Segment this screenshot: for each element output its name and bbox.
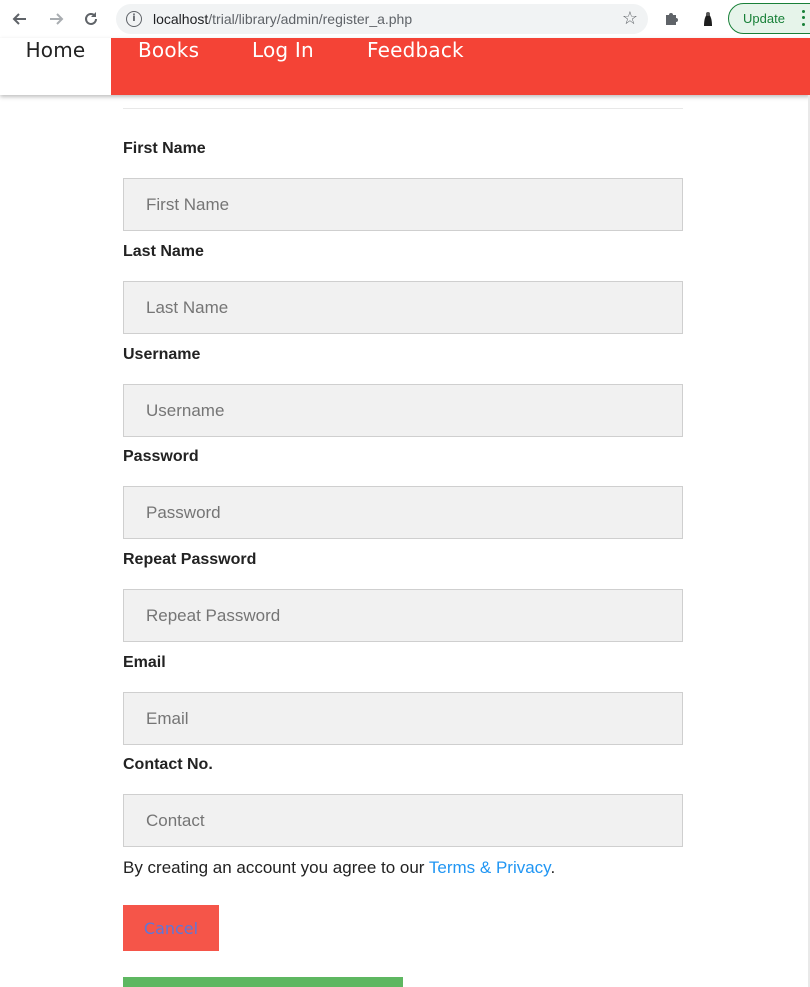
password-input[interactable] xyxy=(123,486,683,539)
nav-home[interactable]: Home xyxy=(0,38,111,95)
signup-button[interactable] xyxy=(123,977,403,987)
username-input[interactable] xyxy=(123,384,683,437)
browser-update-button[interactable]: Update xyxy=(728,3,810,34)
nav-login[interactable]: Log In xyxy=(252,38,314,62)
more-menu-icon[interactable] xyxy=(801,8,805,28)
last-name-label: Last Name xyxy=(123,243,204,260)
nav-books[interactable]: Books xyxy=(138,38,200,62)
info-icon[interactable]: i xyxy=(126,11,142,27)
email-input[interactable] xyxy=(123,692,683,745)
first-name-input[interactable] xyxy=(123,178,683,231)
browser-toolbar xyxy=(0,0,810,38)
contact-label: Contact No. xyxy=(123,756,213,773)
terms-text: By creating an account you agree to our xyxy=(123,858,429,877)
last-name-input[interactable] xyxy=(123,281,683,334)
address-bar[interactable] xyxy=(116,4,648,34)
back-arrow-icon[interactable] xyxy=(8,7,32,31)
contact-input[interactable] xyxy=(123,794,683,847)
profile-avatar-icon[interactable] xyxy=(698,8,718,28)
url-text: localhost/trial/library/admin/register_a.php xyxy=(153,11,413,27)
reload-icon[interactable] xyxy=(79,7,103,31)
username-label: Username xyxy=(123,346,201,363)
site-top-nav xyxy=(0,38,810,95)
first-name-label: First Name xyxy=(123,140,206,157)
repeat-password-label: Repeat Password xyxy=(123,551,257,568)
extensions-puzzle-icon[interactable] xyxy=(662,8,682,28)
cancel-button[interactable]: Cancel xyxy=(123,905,219,951)
nav-feedback[interactable]: Feedback xyxy=(367,38,464,62)
forward-arrow-icon[interactable] xyxy=(44,7,68,31)
repeat-password-input[interactable] xyxy=(123,589,683,642)
bookmark-star-icon[interactable]: ☆ xyxy=(621,8,638,28)
email-label: Email xyxy=(123,654,166,671)
terms-notice xyxy=(123,858,555,878)
form-divider xyxy=(123,108,683,109)
terms-privacy-link[interactable]: Terms & Privacy xyxy=(428,858,551,877)
password-label: Password xyxy=(123,448,199,465)
terms-period: . xyxy=(550,858,556,877)
